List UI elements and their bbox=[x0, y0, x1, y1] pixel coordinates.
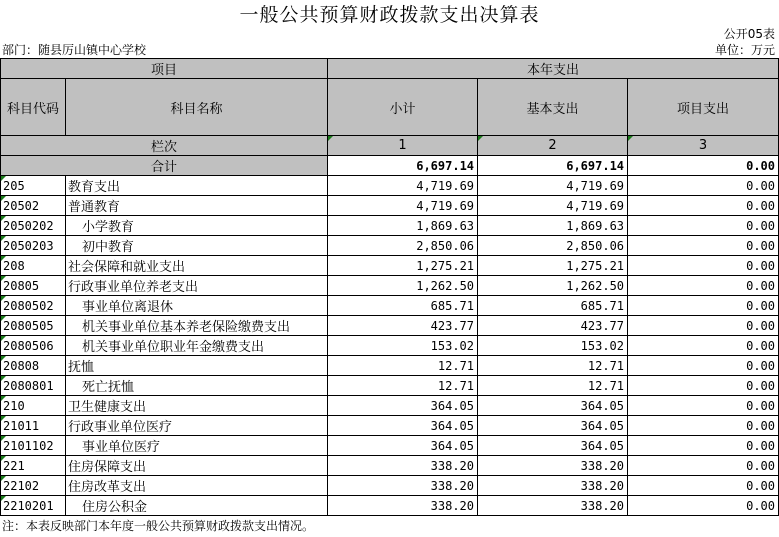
row-project: 0.00 bbox=[628, 296, 779, 316]
header-row-3 bbox=[1, 136, 779, 156]
row-name: 抚恤 bbox=[66, 356, 328, 376]
table-row bbox=[1, 496, 779, 516]
row-project: 0.00 bbox=[628, 396, 779, 416]
row-code: 22102 bbox=[1, 476, 66, 496]
row-basic: 1,275.21 bbox=[478, 256, 628, 276]
row-name: 教育支出 bbox=[66, 176, 328, 196]
row-subtotal: 12.71 bbox=[328, 376, 478, 396]
row-code: 210 bbox=[1, 396, 66, 416]
row-subtotal: 338.20 bbox=[328, 496, 478, 516]
row-project: 0.00 bbox=[628, 456, 779, 476]
column-number-3: 3 bbox=[628, 136, 779, 156]
form-code: 公开05表 bbox=[723, 27, 775, 41]
row-code: 208 bbox=[1, 256, 66, 276]
total-basic: 6,697.14 bbox=[478, 156, 628, 176]
table-row bbox=[1, 356, 779, 376]
row-subtotal: 685.71 bbox=[328, 296, 478, 316]
header-basic: 基本支出 bbox=[478, 79, 628, 136]
row-name: 行政事业单位医疗 bbox=[66, 416, 328, 436]
table-row bbox=[1, 436, 779, 456]
row-code: 20808 bbox=[1, 356, 66, 376]
row-project: 0.00 bbox=[628, 336, 779, 356]
row-code: 2080801 bbox=[1, 376, 66, 396]
row-subtotal: 338.20 bbox=[328, 456, 478, 476]
header-current-year: 本年支出 bbox=[328, 59, 779, 79]
row-name: 社会保障和就业支出 bbox=[66, 256, 328, 276]
row-subtotal: 1,275.21 bbox=[328, 256, 478, 276]
row-code: 205 bbox=[1, 176, 66, 196]
row-subtotal: 364.05 bbox=[328, 436, 478, 456]
total-row bbox=[1, 156, 779, 176]
header-row-1 bbox=[1, 59, 779, 79]
header-project: 项目支出 bbox=[628, 79, 779, 136]
row-name: 事业单位离退休 bbox=[66, 296, 328, 316]
row-code: 2101102 bbox=[1, 436, 66, 456]
table-row bbox=[1, 256, 779, 276]
row-subtotal: 364.05 bbox=[328, 416, 478, 436]
row-basic: 338.20 bbox=[478, 456, 628, 476]
row-code: 2080505 bbox=[1, 316, 66, 336]
table-row bbox=[1, 416, 779, 436]
column-number-2: 2 bbox=[478, 136, 628, 156]
total-label: 合计 bbox=[1, 156, 328, 176]
row-basic: 338.20 bbox=[478, 476, 628, 496]
row-subtotal: 423.77 bbox=[328, 316, 478, 336]
table-row bbox=[1, 236, 779, 256]
row-basic: 4,719.69 bbox=[478, 176, 628, 196]
row-project: 0.00 bbox=[628, 376, 779, 396]
header-name: 科目名称 bbox=[66, 79, 328, 136]
footnote: 注：本表反映部门本年度一般公共预算财政拨款支出情况。 bbox=[2, 519, 315, 533]
row-name: 机关事业单位基本养老保险缴费支出 bbox=[66, 316, 328, 336]
column-number-1: 1 bbox=[328, 136, 478, 156]
row-name: 普通教育 bbox=[66, 196, 328, 216]
header-column-label: 栏次 bbox=[1, 136, 328, 156]
row-subtotal: 1,262.50 bbox=[328, 276, 478, 296]
table-row bbox=[1, 316, 779, 336]
row-code: 221 bbox=[1, 456, 66, 476]
row-basic: 153.02 bbox=[478, 336, 628, 356]
row-basic: 1,869.63 bbox=[478, 216, 628, 236]
row-name: 事业单位医疗 bbox=[66, 436, 328, 456]
table-row bbox=[1, 376, 779, 396]
header-row-2 bbox=[1, 79, 779, 136]
row-project: 0.00 bbox=[628, 176, 779, 196]
row-subtotal: 2,850.06 bbox=[328, 236, 478, 256]
row-basic: 1,262.50 bbox=[478, 276, 628, 296]
row-basic: 2,850.06 bbox=[478, 236, 628, 256]
table-row bbox=[1, 336, 779, 356]
row-name: 初中教育 bbox=[66, 236, 328, 256]
row-project: 0.00 bbox=[628, 356, 779, 376]
row-code: 20502 bbox=[1, 196, 66, 216]
row-project: 0.00 bbox=[628, 316, 779, 336]
table-row bbox=[1, 196, 779, 216]
row-project: 0.00 bbox=[628, 256, 779, 276]
row-basic: 338.20 bbox=[478, 496, 628, 516]
row-subtotal: 153.02 bbox=[328, 336, 478, 356]
table-row bbox=[1, 176, 779, 196]
row-code: 2080502 bbox=[1, 296, 66, 316]
row-name: 住房改革支出 bbox=[66, 476, 328, 496]
total-subtotal: 6,697.14 bbox=[328, 156, 478, 176]
department-label: 部门：随县厉山镇中心学校 bbox=[2, 43, 147, 57]
row-project: 0.00 bbox=[628, 196, 779, 216]
row-basic: 364.05 bbox=[478, 416, 628, 436]
row-name: 小学教育 bbox=[66, 216, 328, 236]
table-row bbox=[1, 456, 779, 476]
row-code: 21011 bbox=[1, 416, 66, 436]
row-project: 0.00 bbox=[628, 436, 779, 456]
row-name: 住房公积金 bbox=[66, 496, 328, 516]
row-code: 2050202 bbox=[1, 216, 66, 236]
row-basic: 12.71 bbox=[478, 356, 628, 376]
header-code: 科目代码 bbox=[1, 79, 66, 136]
row-subtotal: 4,719.69 bbox=[328, 176, 478, 196]
row-subtotal: 1,869.63 bbox=[328, 216, 478, 236]
row-subtotal: 4,719.69 bbox=[328, 196, 478, 216]
row-name: 住房保障支出 bbox=[66, 456, 328, 476]
total-project: 0.00 bbox=[628, 156, 779, 176]
row-project: 0.00 bbox=[628, 496, 779, 516]
row-name: 死亡抚恤 bbox=[66, 376, 328, 396]
row-basic: 364.05 bbox=[478, 436, 628, 456]
row-code: 20805 bbox=[1, 276, 66, 296]
row-project: 0.00 bbox=[628, 236, 779, 256]
row-subtotal: 12.71 bbox=[328, 356, 478, 376]
row-basic: 12.71 bbox=[478, 376, 628, 396]
row-project: 0.00 bbox=[628, 416, 779, 436]
header-subject: 项目 bbox=[1, 59, 328, 79]
table-row bbox=[1, 296, 779, 316]
row-basic: 4,719.69 bbox=[478, 196, 628, 216]
row-basic: 423.77 bbox=[478, 316, 628, 336]
table-row bbox=[1, 476, 779, 496]
table-row bbox=[1, 216, 779, 236]
row-project: 0.00 bbox=[628, 216, 779, 236]
unit-label: 单位：万元 bbox=[714, 43, 775, 57]
row-basic: 685.71 bbox=[478, 296, 628, 316]
header-subtotal: 小计 bbox=[328, 79, 478, 136]
row-name: 行政事业单位养老支出 bbox=[66, 276, 328, 296]
table-row bbox=[1, 396, 779, 416]
row-subtotal: 364.05 bbox=[328, 396, 478, 416]
row-project: 0.00 bbox=[628, 476, 779, 496]
row-name: 机关事业单位职业年金缴费支出 bbox=[66, 336, 328, 356]
row-code: 2050203 bbox=[1, 236, 66, 256]
table-row bbox=[1, 276, 779, 296]
row-project: 0.00 bbox=[628, 276, 779, 296]
row-code: 2210201 bbox=[1, 496, 66, 516]
row-basic: 364.05 bbox=[478, 396, 628, 416]
row-code: 2080506 bbox=[1, 336, 66, 356]
report-title: 一般公共预算财政拨款支出决算表 bbox=[239, 4, 540, 26]
row-name: 卫生健康支出 bbox=[66, 396, 328, 416]
row-subtotal: 338.20 bbox=[328, 476, 478, 496]
expenditure-table bbox=[0, 58, 779, 516]
